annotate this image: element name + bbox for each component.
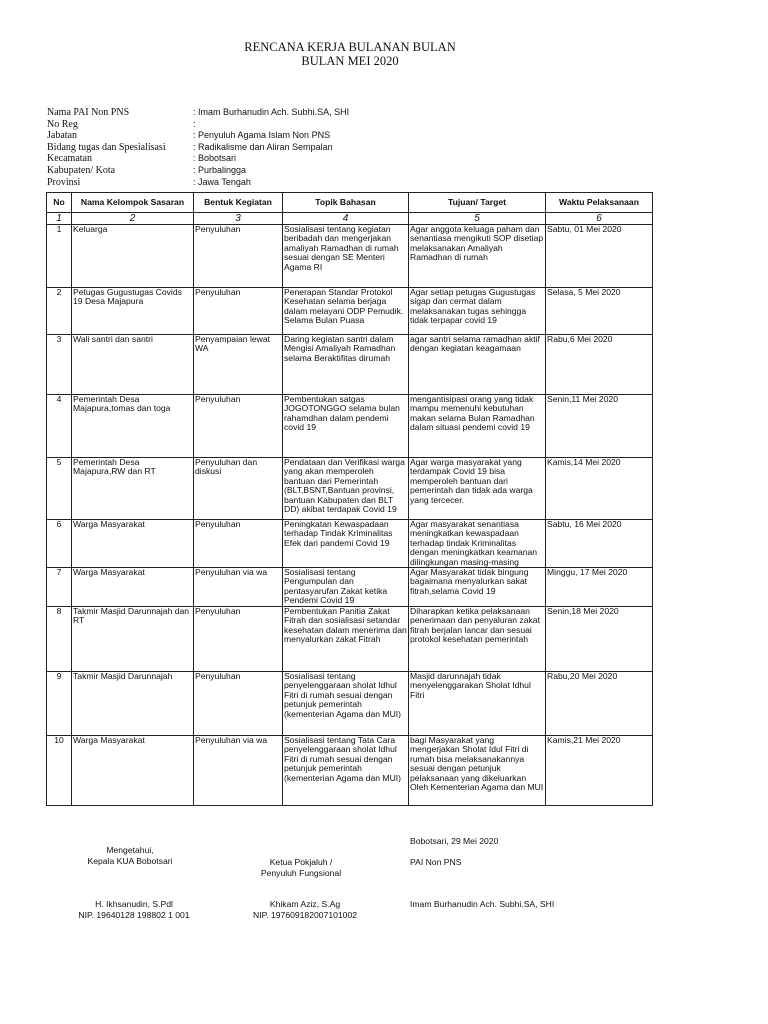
cell-waktu: Sabtu, 16 Mei 2020 (546, 520, 653, 568)
signature-right-title: PAI Non PNS (410, 857, 462, 867)
document-subtitle: BULAN MEI 2020 (301, 54, 399, 68)
cell-no: 8 (47, 607, 72, 672)
header-tujuan: Tujuan/ Target (409, 193, 546, 213)
document-title: RENCANA KERJA BULANAN BULAN (244, 40, 456, 54)
signature-left-nip: NIP. 19640128 198802 1 001 (78, 910, 190, 920)
signature-right-name: Imam Burhanudin Ach. Subhi.SA, SHI (410, 899, 555, 909)
cell-bentuk: Penyuluhan dan diskusi (194, 458, 283, 520)
cell-tujuan: Agar setiap petugas Gugustugas sigap dan cermat dalam melaksanakan tugas sehingga tidak terpapar covid 19 (409, 288, 546, 335)
cell-topik: Sosialisasi tentang kegiatan beribadah dan mengerjakan amaliyah Ramadhan di rumah sesuai dengan SE Menteri Agama RI (283, 225, 409, 288)
cell-topik: Sosialisasi tentang penyelenggaraan sholat Idhul Fitri di rumah sesuai dengan petunjuk pemerintah (kementerian Agama dan MUI) (283, 672, 409, 736)
header-topik: Topik Bahasan (283, 193, 409, 213)
cell-topik: Sosialisasi tentang Tata Cara penyelenggaraan sholat Idhul Fitri di rumah sesuai dengan petunjuk pemerintah (kementerian Agama dan MUI) (283, 736, 409, 806)
signature-left-name: H. Ikhsanudin, S.Pdl (95, 899, 173, 909)
cell-bentuk: Penyuluhan (194, 607, 283, 672)
info-label: Nama PAI Non PNS (47, 107, 130, 118)
header-bentuk: Bentuk Kegiatan (194, 193, 283, 213)
identity-block (47, 107, 349, 188)
info-label: Bidang tugas dan Spesialisasi (47, 141, 166, 153)
column-number: 2 (72, 213, 194, 225)
cell-no: 2 (47, 288, 72, 335)
cell-topik: Pembentukan satgas JOGOTONGGO selama bulan rahamdhan dalam pendemi covid 19 (283, 395, 409, 458)
cell-kelompok: Keluarga (72, 225, 194, 288)
info-row-nama (47, 107, 349, 119)
cell-waktu: Rabu,20 Mei 2020 (546, 672, 653, 736)
cell-tujuan: Masjid darunnajah tidak menyelenggarakan Sholat Idhul Fitri (409, 672, 546, 736)
table-row (47, 395, 653, 458)
table-row (47, 225, 653, 288)
cell-waktu: Kamis,14 Mei 2020 (546, 458, 653, 520)
cell-tujuan: Agar anggota keluaga paham dan senantiasa mengikuti SOP disetiap melaksanakan Amaliyah Ramadhan di rumah (409, 225, 546, 288)
column-number: 5 (409, 213, 546, 225)
cell-kelompok: Warga Masyarakat (72, 568, 194, 607)
cell-tujuan: bagi Masyarakat yang mengerjakan Sholat Idul Fitri di rumah bisa melaksanakannya sesuai dengan petunjuk pelaksanaan yang dikeluarkan Oleh Kementerian Agama dan MUI (409, 736, 546, 806)
signature-middle-line2: Penyuluh Fungsional (260, 868, 342, 878)
cell-waktu: Rabu,6 Mei 2020 (546, 335, 653, 395)
cell-waktu: Sabtu, 01 Mei 2020 (546, 225, 653, 288)
cell-bentuk: Penyuluhan via wa (194, 736, 283, 806)
column-number: 3 (194, 213, 283, 225)
signature-left (60, 845, 200, 867)
cell-kelompok: Warga Masyarakat (72, 520, 194, 568)
cell-kelompok: Takmir Masjid Darunnajah (72, 672, 194, 736)
cell-topik: Penerapan Standar Protokol Kesehatan selama berjaga dalam melayani ODP Pemudik. Selama Bulan Puasa (283, 288, 409, 335)
table-row (47, 335, 653, 395)
cell-bentuk: Penyuluhan via wa (194, 568, 283, 607)
cell-no: 4 (47, 395, 72, 458)
cell-waktu: Minggu, 17 Mei 2020 (546, 568, 653, 607)
table-row (47, 458, 653, 520)
signature-middle-nip: NIP. 197609182007101002 (252, 910, 358, 920)
info-label: No Reg (47, 118, 78, 130)
header-waktu: Waktu Pelaksanaan (546, 193, 653, 213)
info-label: Kabupaten/ Kota (47, 164, 116, 176)
cell-tujuan: agar santri selama ramadhan aktif dengan kegiatan keagamaan (409, 335, 546, 395)
cell-bentuk: Penyuluhan (194, 395, 283, 458)
info-row-bidang (47, 142, 349, 154)
cell-waktu: Senin,18 Mei 2020 (546, 607, 653, 672)
signature-left-name-block (60, 899, 208, 921)
info-value: : Penyuluh Agama Islam Non PNS (193, 130, 331, 141)
header-kelompok: Nama Kelompok Sasaran (72, 193, 194, 213)
cell-kelompok: Petugas Gugustugas Covids 19 Desa Majapura (72, 288, 194, 335)
cell-no: 9 (47, 672, 72, 736)
signature-middle-line1: Ketua Pokjaluh / (269, 857, 333, 867)
work-plan-table (46, 192, 653, 806)
header-no: No (47, 193, 72, 213)
cell-topik: Peningkatan Kewaspadaan terhadap Tindak Kriminalitas Efek dari pandemi Covid 19 (283, 520, 409, 568)
cell-no: 7 (47, 568, 72, 607)
cell-bentuk: Penyuluhan (194, 672, 283, 736)
cell-bentuk: Penyuluhan (194, 520, 283, 568)
cell-no: 5 (47, 458, 72, 520)
column-number: 6 (546, 213, 653, 225)
info-value: : Jawa Tengah (193, 176, 251, 187)
cell-tujuan: Agar Masyarakat tidak bingung bagaimana menyalurkan sakat fitrah,selama Covid 19 (409, 568, 546, 607)
info-row-kabupaten (47, 165, 349, 177)
cell-topik: Pendataan dan Verifikasi warga yang akan memperoleh bantuan dari Pemerintah (BLT,BSNT,Bantuan provinsi, bantuan Kabupaten dan BLT DD) akibat terdapak Covid 19 (283, 458, 409, 520)
table-row (47, 672, 653, 736)
signature-middle-name-block (230, 899, 380, 921)
cell-topik: Sosialisasi tentang Pengumpulan dan pentasyarufan Zakat ketika Pendemi Covid 19 (283, 568, 409, 607)
cell-waktu: Selasa, 5 Mei 2020 (546, 288, 653, 335)
cell-waktu: Kamis,21 Mei 2020 (546, 736, 653, 806)
cell-waktu: Senin,11 Mei 2020 (546, 395, 653, 458)
cell-tujuan: mengantisipasi orang yang tidak mampu memenuhi kebutuhan makan selama Bulan Ramadhan dalam situasi pendemi covid 19 (409, 395, 546, 458)
signature-left-line1: Mengetahui, (106, 845, 154, 855)
info-value: : (193, 118, 196, 129)
info-row-kecamatan (47, 153, 349, 165)
cell-kelompok: Wali santri dan santri (72, 335, 194, 395)
info-row-jabatan (47, 130, 349, 142)
table-row (47, 520, 653, 568)
column-number: 4 (283, 213, 409, 225)
table-row (47, 607, 653, 672)
cell-bentuk: Penyuluhan (194, 225, 283, 288)
cell-kelompok: Takmir Masjid Darunnajah dan RT (72, 607, 194, 672)
signature-left-line2: Kepala KUA Bobotsari (87, 856, 173, 866)
table-row (47, 736, 653, 806)
column-number-row (47, 213, 653, 225)
signature-middle-name: Khikam Aziz, S.Ag (269, 899, 341, 909)
info-label: Kecamatan (47, 153, 92, 165)
info-value: : Bobotsari (193, 153, 237, 164)
table-row (47, 568, 653, 607)
cell-tujuan: Agar masyarakat senantiasa meningkatkan kewaspadaan terhadap tindak Kriminalitas dengan meningkatkan keamanan dilingkungan masing-masing (409, 520, 546, 568)
info-value: : Purbalingga (193, 164, 247, 175)
info-row-provinsi (47, 177, 349, 189)
cell-topik: Pembentukan Panitia Zakat Fitrah dan sosialisasi setandar kesehatan dalam menerima dan menyalurkan zakat Fitrah (283, 607, 409, 672)
cell-bentuk: Penyuluhan (194, 288, 283, 335)
cell-topik: Daring kegiatan santri dalam Mengisi Amaliyah Ramadhan selama Beraktifitas dirumah (283, 335, 409, 395)
cell-kelompok: Pemerintah Desa Majapura,RW dan RT (72, 458, 194, 520)
table-row (47, 288, 653, 335)
cell-kelompok: Pemerintah Desa Majapura,tomas dan toga (72, 395, 194, 458)
info-label: Provinsi (47, 176, 81, 188)
place-date: Bobotsari, 29 Mei 2020 (410, 836, 499, 846)
cell-tujuan: Diharapkan ketika pelaksanaan penerimaan dan penyaluran zakat fitrah berjalan lancar dan sesuai protokol kesehatan pemerintah (409, 607, 546, 672)
cell-no: 6 (47, 520, 72, 568)
info-value: : Imam Burhanudin Ach. Subhi.SA, SHI (193, 107, 350, 117)
cell-no: 1 (47, 225, 72, 288)
cell-kelompok: Warga Masyarakat (72, 736, 194, 806)
table-header-row (47, 193, 653, 213)
info-value: : Radikalisme dan Aliran Sempalan (193, 141, 333, 152)
column-number: 1 (47, 213, 72, 225)
info-row-noreg (47, 119, 349, 131)
signature-middle (238, 857, 364, 879)
cell-tujuan: Agar warga masyarakat yang terdampak Covid 19 bisa memperoleh bantuan dari pemerintah dan tidak ada warga yang tercecer. (409, 458, 546, 520)
cell-no: 10 (47, 736, 72, 806)
info-label: Jabatan (47, 130, 77, 142)
cell-bentuk: Penyampaian lewat WA (194, 335, 283, 395)
cell-no: 3 (47, 335, 72, 395)
